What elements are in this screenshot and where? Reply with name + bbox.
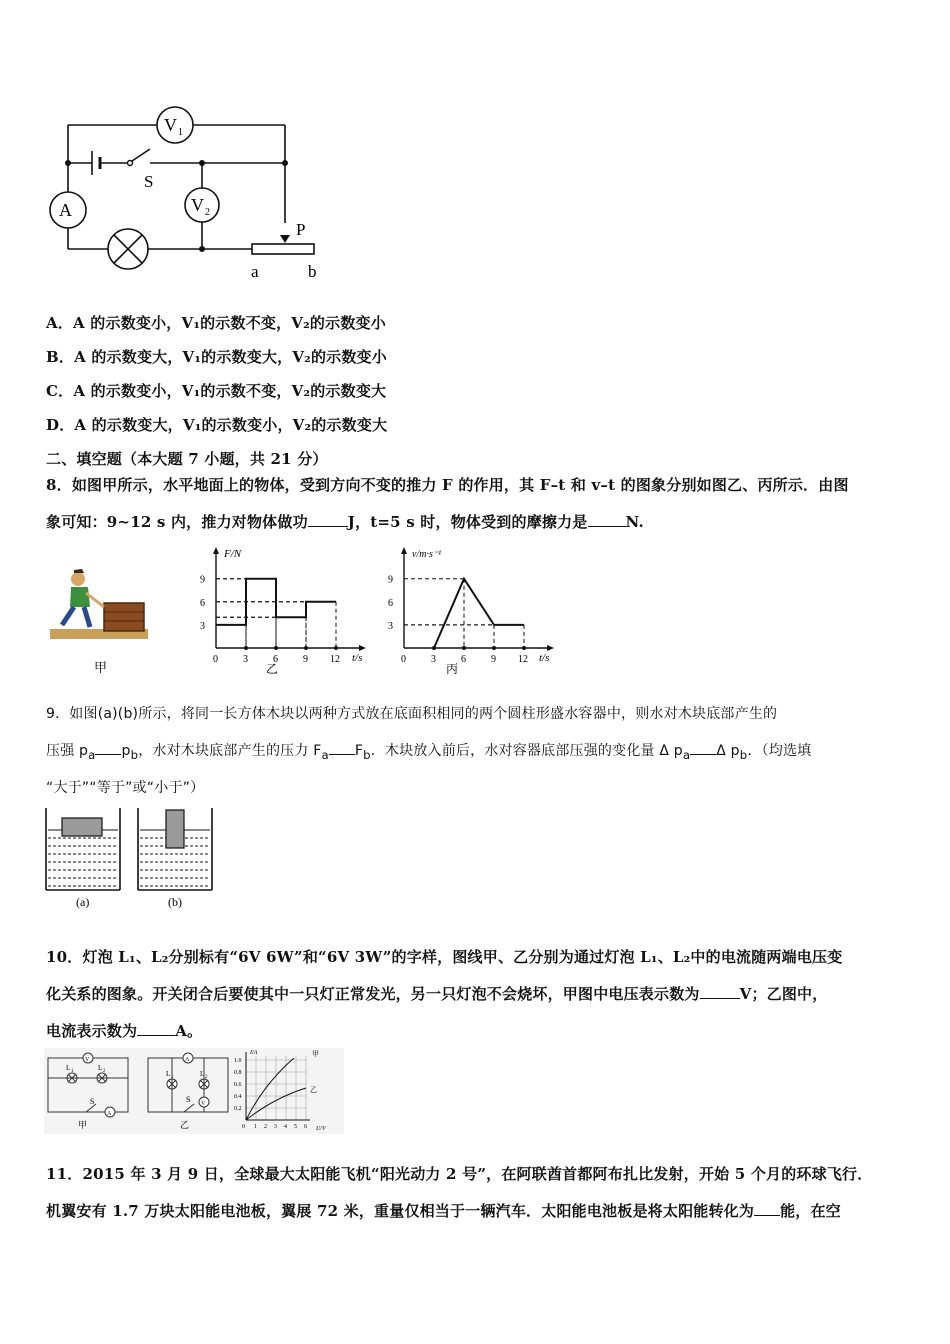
q8-text-a: 象可知：9~12 s 内，推力对物体做功 [46,513,308,531]
chart-v-axis-dot [432,646,436,650]
svg-text:0.6: 0.6 [234,1082,242,1088]
yi-label: 乙 [266,662,279,676]
q10-text-d: A。 [175,1022,203,1040]
chart-v-axis-dot [492,646,496,650]
q9-line3: “大于”“等于”或“小于”） [46,780,205,796]
chart-v-ytick: 3 [388,620,393,632]
svg-text:S: S [186,1095,191,1104]
svg-text:1: 1 [171,1075,174,1080]
q9-figure [44,806,219,912]
svg-text:3: 3 [274,1124,277,1130]
svg-text:A: A [185,1057,190,1063]
svg-text:L: L [166,1070,171,1078]
q10-fig-jia: 甲 [78,1120,88,1130]
q8-blank-2[interactable] [588,512,626,527]
q8-text-b: J，t=5 s 时，物体受到的摩擦力是 [347,513,588,531]
chart-f-axis-dot [304,646,308,650]
v1-sub: 1 [178,127,183,138]
svg-text:1: 1 [254,1124,257,1130]
svg-text:S: S [90,1097,95,1106]
chart-v-xtick: 6 [461,654,466,665]
chart-v-ylabel: v/m·s⁻¹ [412,549,442,560]
q8-figure-jia [46,565,156,680]
svg-text:I/A: I/A [250,1050,258,1056]
chart-f-xtick: 9 [303,654,308,665]
label-b: (b) [168,895,182,909]
q9-line1: 9．如图(a)(b)所示，将同一长方体木块以两种方式放在底面积相同的两个圆柱形盛水容器中，则水对木块底部产生的 [46,706,778,722]
chart-f-ytick: 6 [200,597,205,609]
q10-text-b: V；乙图中， [739,985,828,1003]
svg-text:2: 2 [205,1075,208,1080]
chart-f-axis-dot [274,646,278,650]
q10-line3 [46,1020,202,1041]
chart-f-xtick: 12 [330,654,340,665]
end-b-label: b [308,262,317,281]
q9-line2 [46,740,811,762]
q10-blank-1[interactable] [700,984,740,999]
q8-text-c: N. [625,513,644,531]
svg-text:4: 4 [284,1124,287,1130]
chart-v-ytick: 6 [388,597,393,609]
q11-text-a: 机翼安有 1.7 万块太阳能电池板，翼展 72 米，重量仅相当于一辆汽车．太阳能电池板是将太阳能转化为 [46,1202,755,1220]
chart-f-xtick: 6 [273,654,278,665]
chart-f-xtick: 0 [213,654,218,665]
section-title: 二、填空题（本大题 7 小题，共 21 分） [46,450,328,468]
chart-v-xtick: 0 [401,654,406,665]
q10-l1: L [66,1064,71,1072]
chart-v-xlabel: t/s [539,652,550,664]
switch-label: S [144,172,154,191]
q8-chart-f [196,543,376,683]
q9-text-a: 压强 p [46,743,89,759]
q9-blank-2[interactable] [329,740,355,755]
option-b: B．A 的示数变大，V₁的示数变大，V₂的示数变小 [46,348,387,366]
v2-sub: 2 [205,207,210,218]
circuit-diagram [40,95,340,290]
q8-line1: 8．如图甲所示，水平地面上的物体，受到方向不变的推力 F 的作用，其 F–t 和 v–t 的图象分别如图乙、丙所示．由图 [46,476,849,494]
q11-line2 [46,1200,841,1221]
svg-text:0.8: 0.8 [234,1070,242,1076]
option-c: C．A 的示数变小，V₁的示数不变，V₂的示数变大 [46,382,387,400]
svg-text:1: 1 [71,1069,74,1074]
q10-text-a: 化关系的图象。开关闭合后要使其中一只灯正常发光，另一只灯泡不会烧坏，甲图中电压表示数为 [46,985,700,1003]
chart-v-axis-dot [522,646,526,650]
svg-text:6: 6 [304,1124,307,1130]
q9-sub-f: b [739,747,748,762]
chart-f-xtick: 3 [243,654,248,665]
q8-blank-1[interactable] [308,512,348,527]
svg-text:A: A [107,1111,112,1117]
svg-text:乙: 乙 [310,1086,317,1094]
q9-text-c: ，水对木块底部产生的压力 F [138,743,322,759]
chart-v-ytick: 9 [388,574,393,586]
chart-v-xtick: 12 [518,654,528,665]
q10-figure [44,1048,344,1134]
q10-line1: 10．灯泡 L₁、L₂分别标有“6V 6W”和“6V 3W”的字样，图线甲、乙分别为通过灯泡 L₁、L₂中的电流随两端电压变 [46,948,843,966]
svg-text:2: 2 [264,1124,267,1130]
q9-sub-b: b [130,747,139,762]
svg-text:甲: 甲 [312,1050,319,1058]
q8-line2 [46,511,644,532]
q9-sub-d: b [363,747,371,762]
q9-sub-c: a [321,747,329,762]
q9-text-e: ．木块放入前后，水对容器底部压强的变化量 Δ p [370,743,683,759]
chart-v-axis-dot [462,646,466,650]
container-b [138,808,212,890]
q10-line2 [46,983,827,1004]
bing-label: 丙 [446,662,459,676]
q9-blank-3[interactable] [690,740,716,755]
chart-v-svg [384,543,564,683]
v2-label: V [191,195,204,215]
chart-f-svg [196,543,376,683]
circuit-svg [40,95,340,290]
slider-label: P [296,220,306,239]
option-d: D．A 的示数变大，V₁的示数变小，V₂的示数变大 [46,416,388,434]
option-a: A．A 的示数变小，V₁的示数不变，V₂的示数变小 [46,314,386,332]
chart-v-xtick: 3 [431,654,436,665]
svg-text:0.2: 0.2 [234,1106,242,1112]
chart-f-ylabel: F/N [224,548,242,560]
chart-f-ytick: 3 [200,620,205,632]
q9-text-f: Δ p [716,743,740,759]
q9-sub-a: a [88,747,96,762]
q10-l2: L [98,1064,103,1072]
svg-text:0.4: 0.4 [234,1094,242,1100]
svg-text:U/V: U/V [316,1126,326,1132]
svg-text:0: 0 [242,1124,245,1130]
svg-text:1.0: 1.0 [234,1058,242,1064]
label-a: (a) [76,895,90,909]
chart-f-axis-dot [334,646,338,650]
q11-text-b: 能，在空 [780,1202,841,1220]
end-a-label: a [251,262,259,281]
q9-text-d: F [354,743,364,759]
chart-f-ytick: 9 [200,574,205,586]
q9-sub-e: a [682,747,691,762]
chart-f-axis-dot [244,646,248,650]
q9-text-g: ．（均选填 [747,743,812,759]
ammeter-label: A [59,200,72,220]
q8-chart-v [384,543,564,683]
container-a [46,808,120,890]
svg-text:5: 5 [294,1124,297,1130]
q10-fig-yi: 乙 [180,1120,190,1130]
v1-label: V [164,115,177,135]
svg-text:2: 2 [103,1069,106,1074]
svg-text:V: V [201,1101,206,1107]
jia-label: 甲 [94,660,108,675]
q10-blank-2[interactable] [137,1021,175,1036]
svg-text:L: L [200,1070,205,1078]
chart-v-series-line [434,579,524,648]
q11-blank-1[interactable] [754,1201,780,1216]
q11-line1: 11．2015 年 3 月 9 日，全球最大太阳能飞机“阳光动力 2 号”，在阿联酋首都阿布扎比发射，开始 5 个月的环球飞行． [46,1165,873,1183]
chart-v-xtick: 9 [491,654,496,665]
svg-text:V: V [85,1057,90,1063]
q9-text-b: p [121,743,131,759]
chart-f-xlabel: t/s [352,652,363,664]
q9-blank-1[interactable] [95,740,121,755]
q10-text-c: 电流表示数为 [46,1022,138,1040]
rheostat [252,244,314,254]
